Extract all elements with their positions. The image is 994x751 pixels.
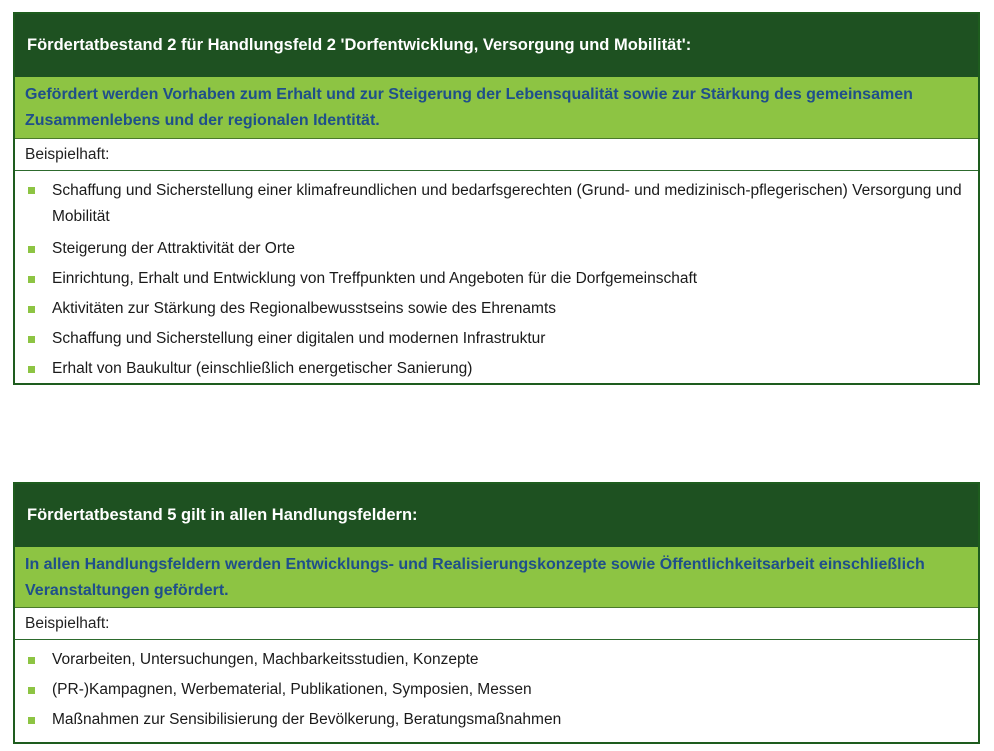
list-item xyxy=(15,176,978,234)
square-bullet-icon xyxy=(28,717,35,724)
list-item-text: Vorarbeiten, Untersuchungen, Machbarkeitsstudien, Konzepte xyxy=(52,651,479,668)
list-item-text: Schaffung und Sicherstellung einer klimafreundlichen und bedarfsgerechten (Grund- und medizinisch-pflegerischen) Versorgung und Mobilität xyxy=(52,182,962,225)
list-item-text: Aktivitäten zur Stärkung des Regionalbewusstseins sowie des Ehrenamts xyxy=(52,300,557,317)
box-header xyxy=(15,14,978,76)
box-lead-text: In allen Handlungsfeldern werden Entwicklungs- und Realisierungskonzepte sowie Öffentlichkeitsarbeit einschließlich Veranstaltungen gefördert. xyxy=(15,546,978,608)
list-item xyxy=(15,645,978,675)
square-bullet-icon xyxy=(28,246,35,253)
square-bullet-icon xyxy=(28,687,35,694)
list-item xyxy=(15,705,978,735)
list-item-text: Steigerung der Attraktivität der Orte xyxy=(52,240,295,257)
list-item xyxy=(15,264,978,294)
box-header-text: Fördertatbestand 5 gilt in allen Handlungsfeldern: xyxy=(27,505,418,524)
square-bullet-icon xyxy=(28,306,35,313)
list-item xyxy=(15,324,978,354)
list-item-text: (PR-)Kampagnen, Werbematerial, Publikationen, Symposien, Messen xyxy=(52,681,532,698)
square-bullet-icon xyxy=(28,276,35,283)
list-item xyxy=(15,675,978,705)
list-item xyxy=(15,294,978,324)
list-item-text: Erhalt von Baukultur (einschließlich energetischer Sanierung) xyxy=(52,360,473,377)
square-bullet-icon xyxy=(28,336,35,343)
box-lead-text: Gefördert werden Vorhaben zum Erhalt und zur Steigerung der Lebensqualität sowie zur Stärkung des gemeinsamen Zusammenlebens und der regionalen Identität. xyxy=(15,76,978,139)
list-item xyxy=(15,234,978,264)
list-item-text: Schaffung und Sicherstellung einer digitalen und modernen Infrastruktur xyxy=(52,330,546,347)
list-item xyxy=(15,354,978,384)
box-header xyxy=(15,484,978,546)
funding-box-handlungsfeld-2 xyxy=(13,12,980,385)
square-bullet-icon xyxy=(28,366,35,373)
example-list xyxy=(15,171,978,384)
square-bullet-icon xyxy=(28,187,35,194)
list-item-text: Einrichtung, Erhalt und Entwicklung von Treffpunkten und Angeboten für die Dorfgemeinschaft xyxy=(52,270,698,287)
box-header-text: Fördertatbestand 2 für Handlungsfeld 2 'Dorfentwicklung, Versorgung und Mobilität': xyxy=(27,35,692,54)
square-bullet-icon xyxy=(28,657,35,664)
box-subheader: Beispielhaft: xyxy=(15,608,978,640)
funding-box-all-fields xyxy=(13,482,980,744)
box-subheader: Beispielhaft: xyxy=(15,139,978,171)
example-list xyxy=(15,640,978,735)
list-item-text: Maßnahmen zur Sensibilisierung der Bevölkerung, Beratungsmaßnahmen xyxy=(52,711,562,728)
